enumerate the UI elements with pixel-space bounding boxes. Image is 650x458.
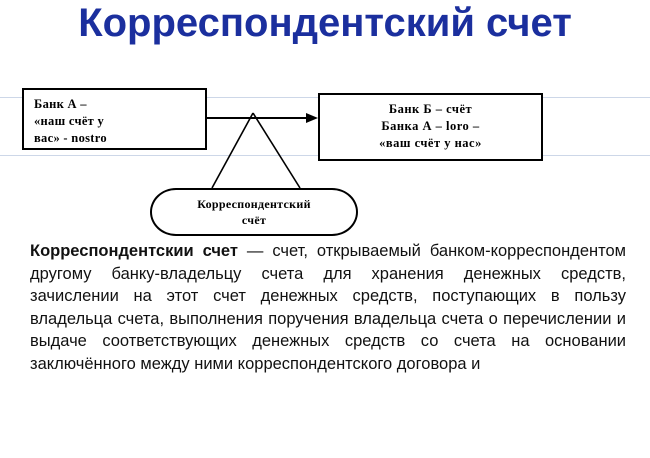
diagram-box-bank-a [22, 88, 207, 150]
body-paragraph [30, 240, 626, 376]
box-bottom-line-2: счёт [241, 213, 267, 227]
diagram-box-bank-b [318, 93, 543, 161]
page-title: Корреспондентский счет [78, 1, 572, 45]
box-right-line-1: Банк Б – счёт [388, 102, 473, 116]
body-text: — счет, открываемый банком-корреспондентом другому банку-владельцу счета для хранения денежных средств, зачислении на этот счет денежных средств, поступающих в пользу владельца счета, выполнения поручения владельца счета о перечислении и выдаче соответствующих денежных средств со счета на основании заключённого между ними корреспондентского договора и [30, 242, 626, 373]
box-left-line-2: «наш счёт у [34, 114, 105, 128]
diagram-box-correspondent-account [150, 188, 358, 236]
body-lead-term: Корреспондентскии счет [30, 242, 238, 260]
box-right-line-2: Банка А – loro – [381, 119, 480, 133]
box-right-line-3: «ваш счёт у нас» [379, 136, 482, 150]
box-bottom-line-1: Корреспондентский [197, 197, 311, 211]
box-left-line-3: вас» - nostro [34, 131, 107, 145]
box-left-line-1: Банк А – [34, 97, 87, 111]
